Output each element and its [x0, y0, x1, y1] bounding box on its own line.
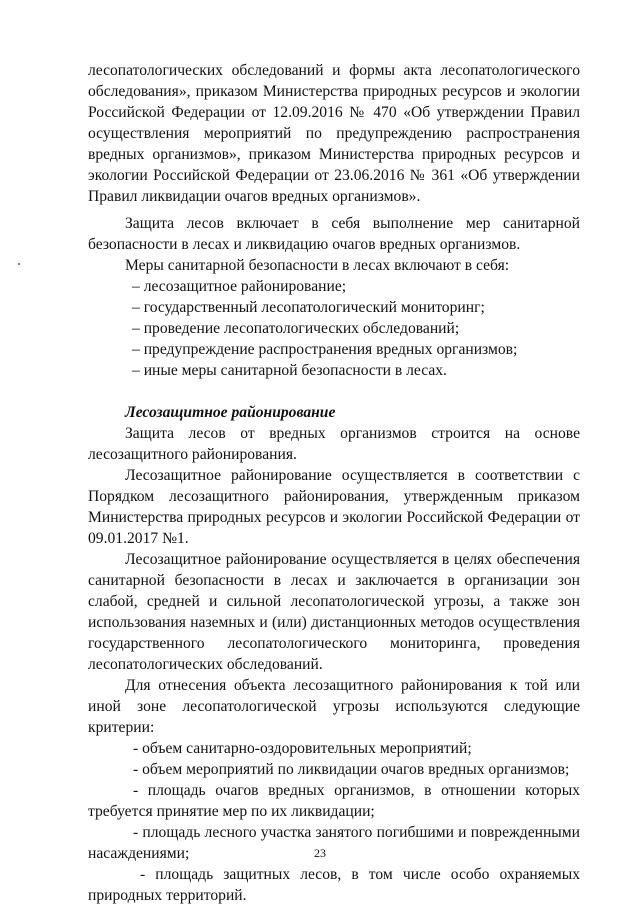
measures-list-item: – предупреждение распространения вредных организмов; [132, 341, 518, 358]
scan-speck [18, 263, 20, 265]
section-paragraph: Лесозащитное районирование осуществляется в целях обеспечения санитарной безопасности в лесах и заключается в организации зон слабой, средней и сильной лесопатологической угрозы, а также зон использования наземных и (или) дистанционных методов осуществления государственного лесопатологического мониторинга, проведения лесопатологических обследований. [88, 551, 580, 673]
section-paragraph: Для отнесения объекта лесозащитного районирования к той или иной зоне лесопатологической угрозы используются следующие критерии: [88, 677, 580, 736]
criteria-list-item: - объем санитарно-оздоровительных мероприятий; [133, 740, 472, 757]
document-body [88, 60, 580, 906]
protection-paragraph: Защита лесов включает в себя выполнение мер санитарной безопасности в лесах и ликвидацию очагов вредных организмов. [88, 215, 580, 253]
intro-paragraph: лесопатологических обследований и формы акта лесопатологического обследования», приказом Министерства природных ресурсов и экологии Российской Федерации от 12.09.2016 № 470 «Об утверждении Правил осуществления мероприятий по предупреждению распространения вредных организмов», приказом Министерства природных ресурсов и экологии Российской Федерации от 23.06.2016 № 361 «Об утверждении Правил ликвидации очагов вредных организмов». [88, 62, 580, 205]
section-gap [88, 381, 580, 402]
measures-list [88, 276, 580, 381]
section-paragraph: Лесозащитное районирование осуществляется в соответствии с Порядком лесозащитного районирования, утвержденным приказом Министерства природных ресурсов и экологии Российской Федерации от 09.01.2017 №1. [88, 467, 580, 547]
criteria-list-item: - площадь лесного участка занятого погибшими и поврежденными насаждениями; [88, 824, 580, 862]
section-heading: Лесозащитное районирование [125, 404, 336, 421]
criteria-list-item: - площадь очагов вредных организмов, в отношении которых требуется принятие мер по их ликвидации; [88, 782, 580, 820]
measures-list-item: – лесозащитное районирование; [132, 278, 347, 295]
criteria-list [88, 738, 580, 906]
measures-list-item: – государственный лесопатологический мониторинг; [132, 299, 485, 316]
section-paragraph: Защита лесов от вредных организмов строится на основе лесозащитного районирования. [88, 425, 580, 463]
measures-list-item: – проведение лесопатологических обследований; [132, 320, 460, 337]
page-number: 23 [314, 846, 326, 860]
criteria-list-item: - площадь защитных лесов, в том числе особо охраняемых природных территорий. [88, 866, 580, 904]
measures-list-item: – иные меры санитарной безопасности в лесах. [132, 362, 447, 379]
measures-intro: Меры санитарной безопасности в лесах включают в себя: [125, 257, 510, 274]
criteria-list-item: - объем мероприятий по ликвидации очагов вредных организмов; [133, 761, 570, 778]
